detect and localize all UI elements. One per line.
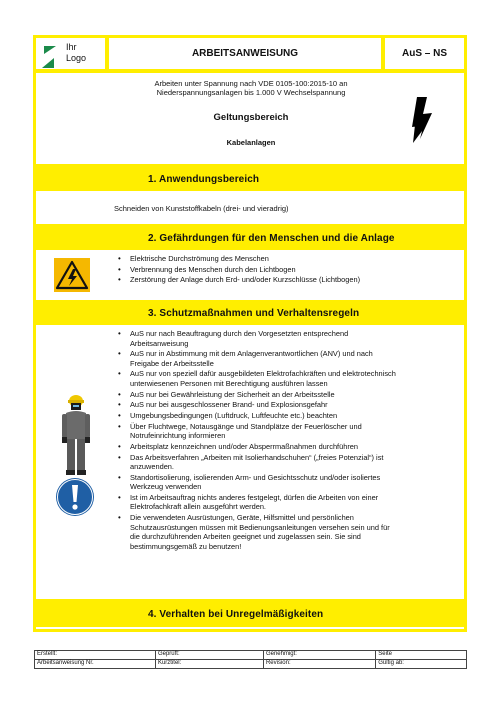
list-item: • Verbrennung des Menschen durch den Lichtbogen <box>130 265 446 275</box>
table-row <box>35 651 467 660</box>
table-row <box>35 660 467 669</box>
section2-title: 2. Gefährdungen für den Menschen und die Anlage <box>148 233 395 244</box>
scope-content <box>111 79 391 147</box>
section3-body <box>33 322 467 602</box>
electrical-warning-icon <box>54 258 90 292</box>
list-item: • AuS nur nach Beauftragung durch den Vorgesetzten entsprechend Arbeitsanweisung <box>130 329 398 348</box>
list-item: • AuS nur bei Gewährleistung der Sicherheit an der Arbeitsstelle <box>130 390 398 400</box>
section3-list <box>116 329 398 552</box>
logo-icon <box>40 44 64 70</box>
list-item: • Standortisolierung, isolierenden Arm- und Gesichtsschutz und/oder isoliertes Werkzeug verwenden <box>130 473 398 492</box>
document-title: ARBEITSANWEISUNG <box>191 48 299 59</box>
section3-title: 3. Schutzmaßnahmen und Verhaltensregeln <box>148 308 360 319</box>
list-item: • Arbeitsplatz kennzeichnen und/oder Absperrmaßnahmen durchführen <box>130 442 398 452</box>
section4-header <box>33 600 467 626</box>
section2-header <box>33 225 467 249</box>
list-item: • Über Fluchtwege, Notausgänge und Standplätze der Feuerlöscher und Notrufeinrichtung informieren <box>130 422 398 441</box>
scope-box <box>33 70 467 167</box>
title-box <box>106 35 384 72</box>
section4-body <box>33 624 467 632</box>
logo-line2: Logo <box>66 53 87 63</box>
footer-cell: Seite <box>376 651 467 660</box>
section2-body <box>33 247 467 303</box>
mandatory-exclamation-icon <box>55 477 95 517</box>
lightning-bolt-icon <box>410 97 438 145</box>
footer-cell: Arbeitsanweisung Nr. <box>35 660 156 669</box>
scope-subtitle-line1: Arbeiten unter Spannung nach VDE 0105-100:2015-10 an <box>154 79 348 88</box>
list-item: • Zerstörung der Anlage durch Erd- und/oder Kurzschlüsse (Lichtbogen) <box>130 275 446 285</box>
list-item: • AuS nur von speziell dafür ausgebildeten Elektrofachkräften und elektrotechnisch unterwiesenen Personen mit Berechtigung ausführen lassen <box>130 369 398 388</box>
footer-cell: Erstellt: <box>35 651 156 660</box>
scope-subheading: Kabelanlagen <box>226 138 276 147</box>
section3-header <box>33 301 467 324</box>
footer-cell: Kurztitel: <box>155 660 263 669</box>
section1-text: Schneiden von Kunststoffkabeln (drei- und vieradrig) <box>114 204 289 213</box>
section1-header <box>33 165 467 190</box>
footer-cell: Revision: <box>263 660 375 669</box>
list-item: • Ist im Arbeitsauftrag nichts anderes festgelegt, dürfen die Arbeiten von einer Elektrofachkraft allein ausgeführt werden. <box>130 493 398 512</box>
code-box <box>382 35 467 72</box>
list-item: • AuS nur in Abstimmung mit dem Anlagenverantwortlichen (ANV) und nach Freigabe der Arbeitsstelle <box>130 349 398 368</box>
scope-heading: Geltungsbereich <box>213 112 289 123</box>
scope-subtitle-line2: Niederspannungsanlagen bis 1.000 V Wechselspannung <box>156 88 346 97</box>
list-item: • Das Arbeitsverfahren „Arbeiten mit Isolierhandschuhen“ („freies Potenzial“) ist anzuwenden. <box>130 453 398 472</box>
protective-gear-worker-icon <box>62 393 90 477</box>
footer-table <box>34 650 467 669</box>
footer-cell: Gültig ab: <box>376 660 467 669</box>
logo-line1: Ihr <box>66 42 77 52</box>
section4-title: 4. Verhalten bei Unregelmäßigkeiten <box>148 609 324 620</box>
document-code: AuS – NS <box>401 48 447 59</box>
footer-cell: Geprüft: <box>155 651 263 660</box>
list-item: • Umgebungsbedingungen (Luftdruck, Luftfeuchte etc.) beachten <box>130 411 398 421</box>
footer-cell: Genehmigt: <box>263 651 375 660</box>
list-item: • Die verwendeten Ausrüstungen, Geräte, Hilfsmittel und persönlichen Schutzausrüstungen müssen mit Bedienungsanleitungen versehen sein und für die durchzuführenden Arbeiten geeignet und zugelassen sein. Sie sind bestimmungsgemäß zu benutzen! <box>130 513 398 551</box>
section1-body <box>33 188 467 227</box>
logo-text <box>66 42 86 64</box>
list-item: • Elektrische Durchströmung des Menschen <box>130 254 446 264</box>
logo-box <box>33 35 108 72</box>
section1-title: 1. Anwendungsbereich <box>148 174 260 185</box>
list-item: • AuS nur bei ausgeschlossener Brand- und Explosionsgefahr <box>130 400 398 410</box>
section2-list <box>116 254 446 286</box>
